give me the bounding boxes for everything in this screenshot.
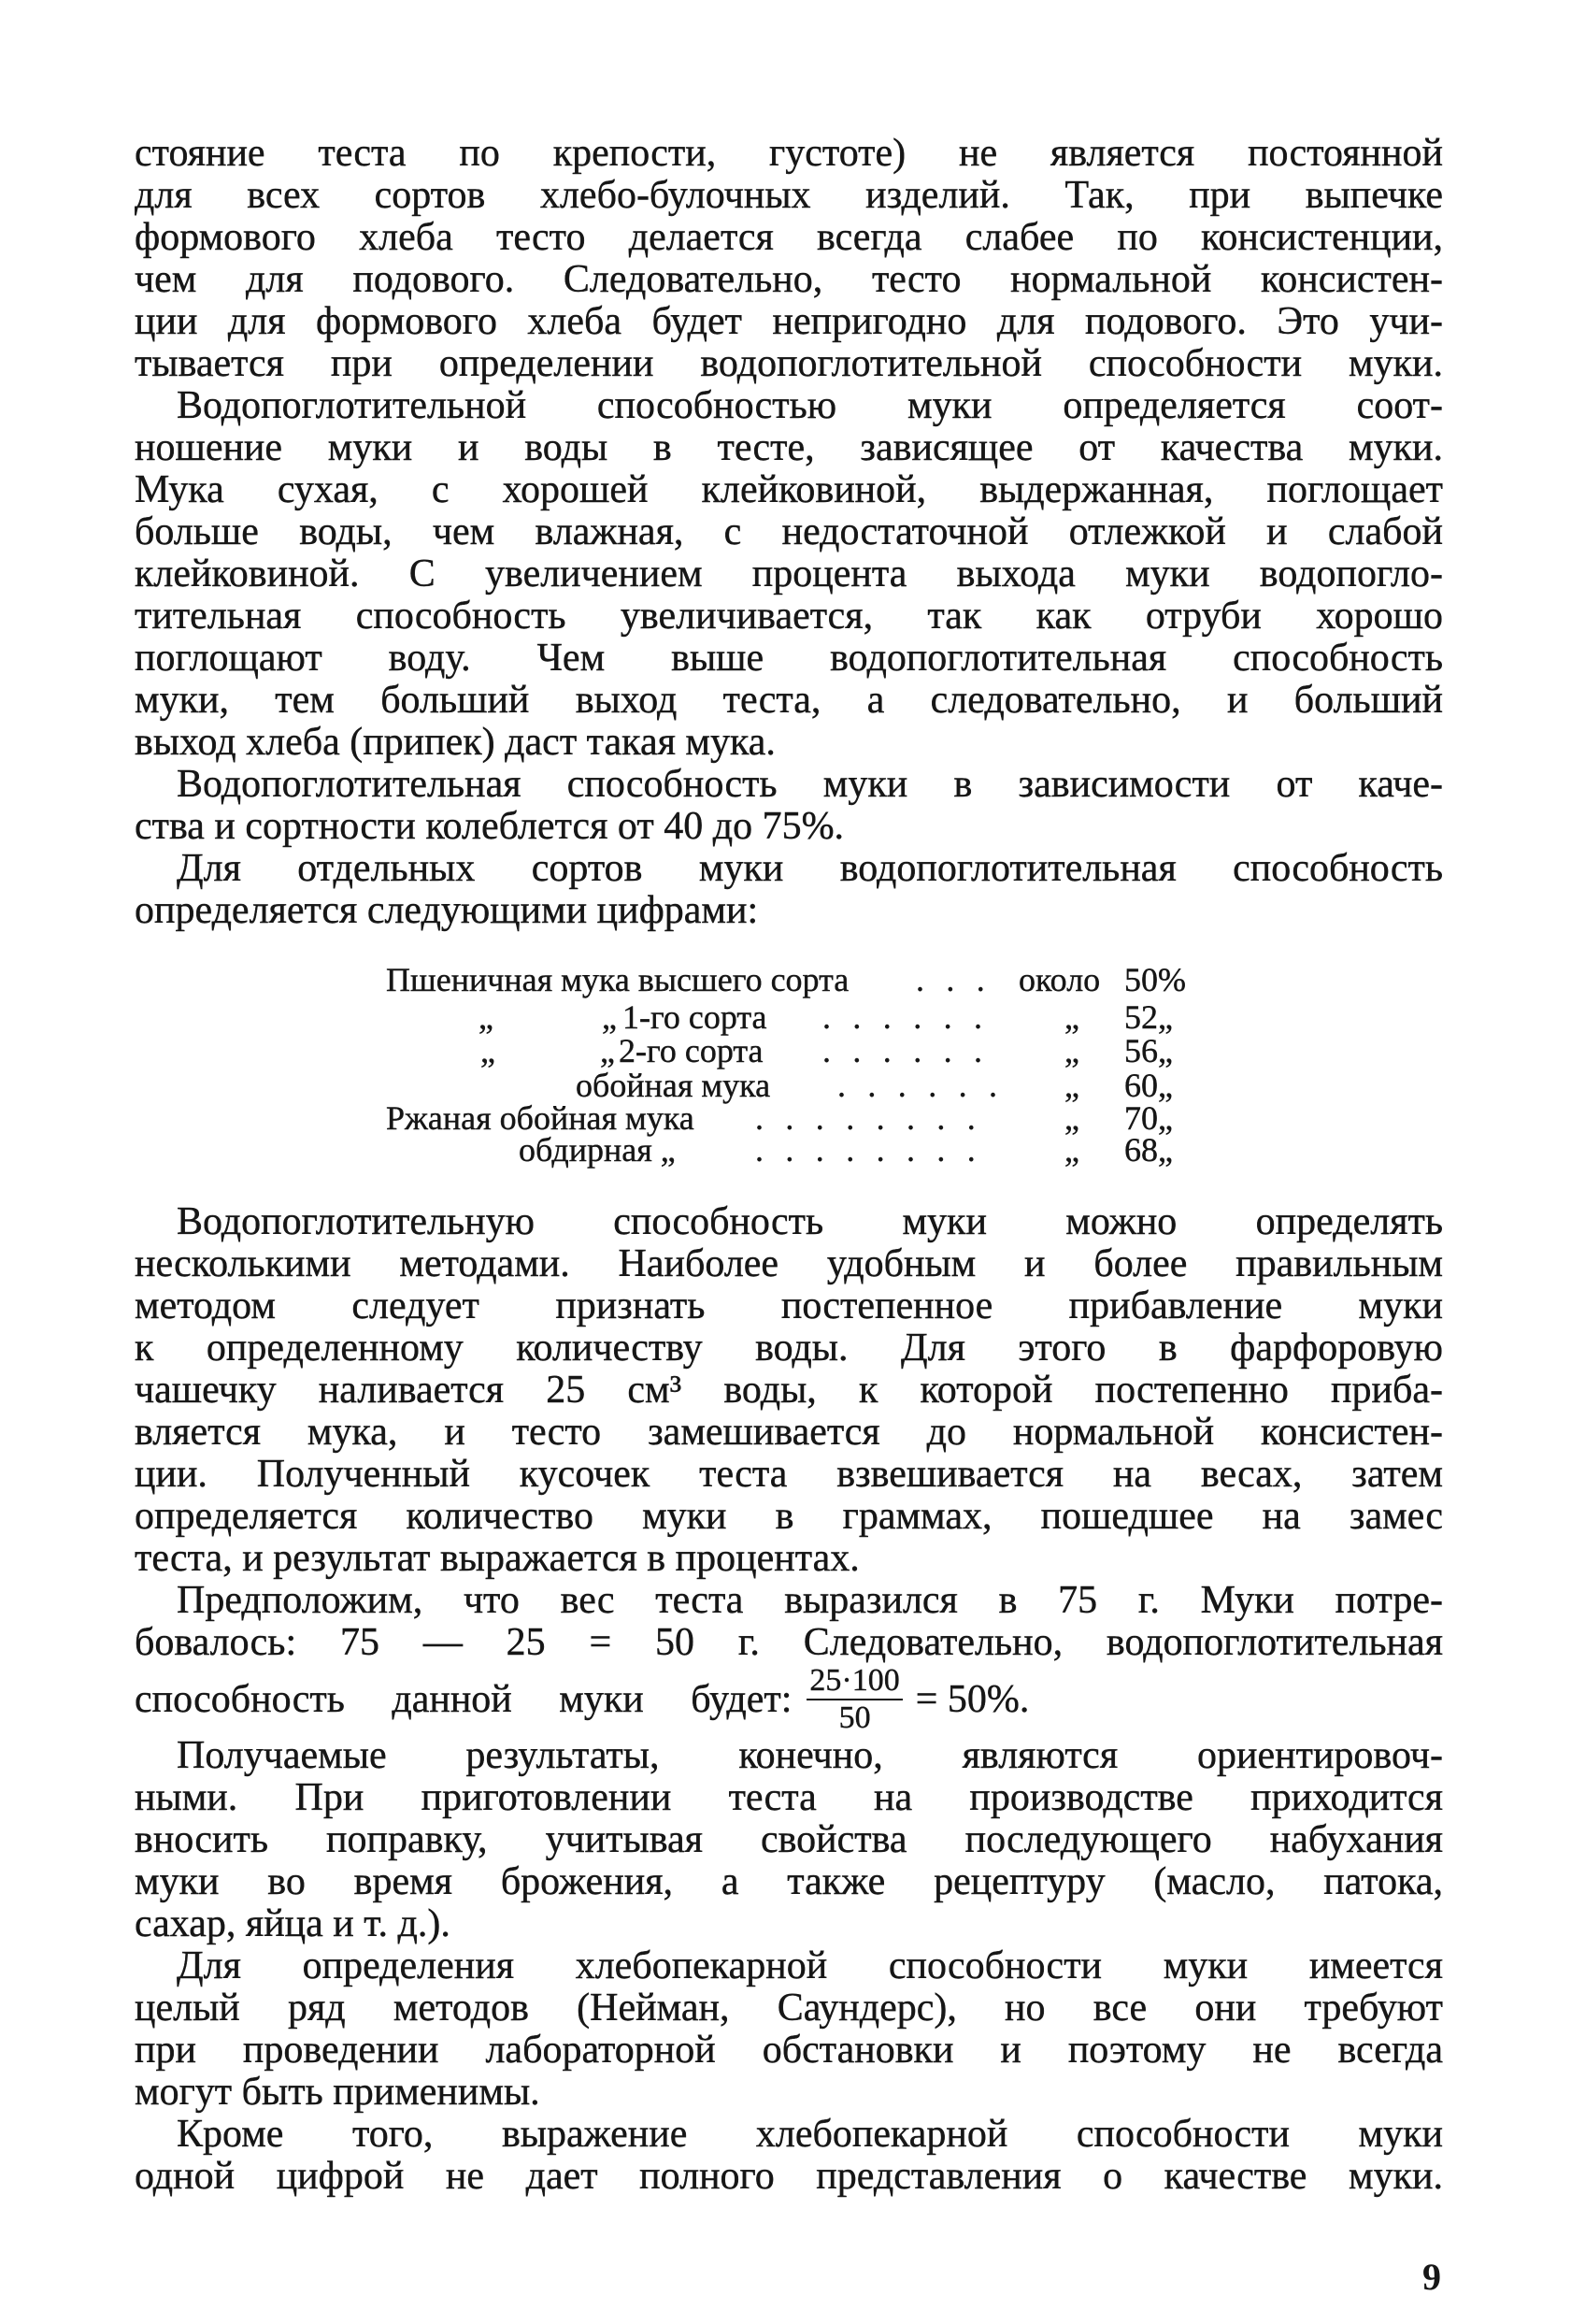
fraction-denominator: 50 [838, 1700, 871, 1735]
paragraph [135, 2114, 1443, 2198]
ditto-mark: „ [1064, 1067, 1079, 1104]
text-line: ции. Полученный кусочек теста взвешивается на весах, затем [135, 1454, 1443, 1496]
text-line: выход хлеба (припек) даст такая мука. [135, 722, 776, 764]
text-line: клейковиной. С увеличением процента выхода муки водопогло- [135, 553, 1443, 595]
text-line: чашечку наливается 25 см³ воды, к которой постепенно приба- [135, 1370, 1443, 1412]
text-line: Получаемые результаты, конечно, являются ориентировоч- [177, 1735, 1443, 1777]
value: 68„ [1124, 1131, 1173, 1169]
text-line: стояние теста по крепости, густоте) не является постоянной [135, 133, 1443, 175]
text-line: поглощают воду. Чем выше водопоглотительная способность [135, 638, 1443, 680]
ditto-mark: „ [478, 998, 493, 1036]
value: 56„ [1124, 1032, 1173, 1069]
leader-dots: . . . . . . . . [755, 1099, 982, 1137]
fraction [807, 1665, 902, 1734]
value: 70„ [1124, 1099, 1173, 1137]
ditto-mark: „ [480, 1032, 495, 1069]
text-line: методом следует признать постепенное прибавление муки [135, 1285, 1443, 1327]
flour-grade-label: обдирная „ [519, 1131, 676, 1169]
text-line: могут быть применимы. [135, 2072, 540, 2114]
value: 50% [1124, 961, 1186, 998]
text-line: муки во время брожения, а также рецептуру (масло, патока, [135, 1861, 1443, 1903]
leader-dots: . . . . . . [837, 1067, 1005, 1104]
paragraph [135, 848, 1443, 932]
text-line: тительная способность увеличивается, так как отруби хорошо [135, 595, 1443, 638]
table-row [135, 1133, 1443, 1167]
page-body [135, 133, 1443, 2198]
text-line: Кроме того, выражение хлебопекарной способности муки [177, 2114, 1443, 2156]
flour-grade-table [135, 963, 1443, 1168]
ditto-mark: „ [1064, 1131, 1079, 1169]
ditto-mark: „ [1064, 998, 1079, 1036]
paragraph [135, 1735, 1443, 1945]
flour-grade-label: обойная мука [576, 1067, 771, 1104]
ditto-mark: „ [1064, 1032, 1079, 1069]
table-row [135, 1000, 1443, 1034]
text-line: целый ряд методов (Нейман, Саундерс), но все они требуют [135, 1987, 1443, 2030]
table-row [135, 963, 1443, 997]
text-line: ношение муки и воды в тесте, зависящее от качества муки. [135, 427, 1443, 469]
ditto-mark: „ [602, 998, 617, 1036]
formula-result: = 50%. [915, 1677, 1030, 1721]
leader-dots: . . . . . . . . [755, 1131, 982, 1169]
text-line: муки, тем больший выход теста, а следовательно, и больший [135, 680, 1443, 722]
paragraph [135, 764, 1443, 848]
text-line: Водопоглотительная способность муки в зависимости от каче- [177, 764, 1443, 806]
text-line: Для отдельных сортов муки водопоглотительная способность [177, 848, 1443, 890]
text-line: ства и сортности колеблется от 40 до 75%. [135, 806, 845, 848]
value: 60„ [1124, 1067, 1173, 1104]
text-line: для всех сортов хлебо-булочных изделий. Так, при выпечке [135, 175, 1443, 217]
text-line: Для определения хлебопекарной способности муки имеется [177, 1945, 1443, 1987]
table-row [135, 1101, 1443, 1135]
value: 52„ [1124, 998, 1173, 1036]
text-line: определяется следующими цифрами: [135, 890, 759, 932]
ditto-mark: „ [600, 1032, 615, 1069]
text-line: при проведении лабораторной обстановки и поэтому не всегда [135, 2030, 1443, 2072]
leader-dots: . . . . . . [822, 1032, 990, 1069]
table-row [135, 1069, 1443, 1102]
flour-grade-label: Ржаная обойная мука [386, 1099, 694, 1137]
paragraph [135, 1945, 1443, 2114]
qualifier: около [1019, 961, 1101, 998]
text-line: тывается при определении водопоглотительной способности муки. [135, 343, 1443, 385]
table-row [135, 1034, 1443, 1068]
text-line: Водопоглотительной способностью муки определяется соот- [177, 385, 1443, 427]
ditto-mark: „ [1064, 1099, 1079, 1137]
text-line: ными. При приготовлении теста на производстве приходится [135, 1777, 1443, 1819]
text-line: Водопоглотительную способность муки можно определять [177, 1201, 1443, 1243]
text-line: чем для подового. Следовательно, тесто нормальной консистен- [135, 259, 1443, 301]
formula-lead-text: способность данной муки будет: [135, 1677, 793, 1721]
flour-grade-label: 1-го сорта [622, 998, 767, 1036]
text-line: сахар, яйца и т. д.). [135, 1903, 450, 1945]
paragraph [135, 385, 1443, 764]
text-line: определяется количество муки в граммах, пошедшее на замес [135, 1496, 1443, 1538]
leader-dots: . . . [916, 961, 992, 998]
text-line: вносить поправку, учитывая свойства последующего набухания [135, 1819, 1443, 1861]
text-line: Мука сухая, с хорошей клейковиной, выдержанная, поглощает [135, 469, 1443, 511]
text-line: теста, и результат выражается в процентах. [135, 1538, 860, 1580]
text-line: Предположим, что вес теста выразился в 75 г. Муки потре- [177, 1580, 1443, 1622]
paragraph [135, 133, 1443, 385]
formula-line [135, 1664, 1443, 1735]
flour-grade-label: 2-го сорта [619, 1032, 764, 1069]
text-line: вляется мука, и тесто замешивается до нормальной консистен- [135, 1412, 1443, 1454]
text-line: бовалось: 75 — 25 = 50 г. Следовательно, водопоглотительная [135, 1622, 1443, 1664]
text-line: формового хлеба тесто делается всегда слабее по консистенции, [135, 217, 1443, 259]
flour-grade-label: Пшеничная мука высшего сорта [386, 961, 850, 998]
text-line: одной цифрой не дает полного представления о качестве муки. [135, 2156, 1443, 2198]
text-line: больше воды, чем влажная, с недостаточной отлежкой и слабой [135, 511, 1443, 553]
text-line: несколькими методами. Наиболее удобным и более правильным [135, 1243, 1443, 1285]
text-line: ции для формового хлеба будет непригодно для подового. Это учи- [135, 301, 1443, 343]
paragraph [135, 1580, 1443, 1735]
leader-dots: . . . . . . [822, 998, 990, 1036]
page-number: 9 [1422, 2256, 1441, 2298]
text-line: к определенному количеству воды. Для этого в фарфоровую [135, 1327, 1443, 1370]
paragraph [135, 1201, 1443, 1580]
fraction-numerator: 25·100 [807, 1665, 902, 1700]
